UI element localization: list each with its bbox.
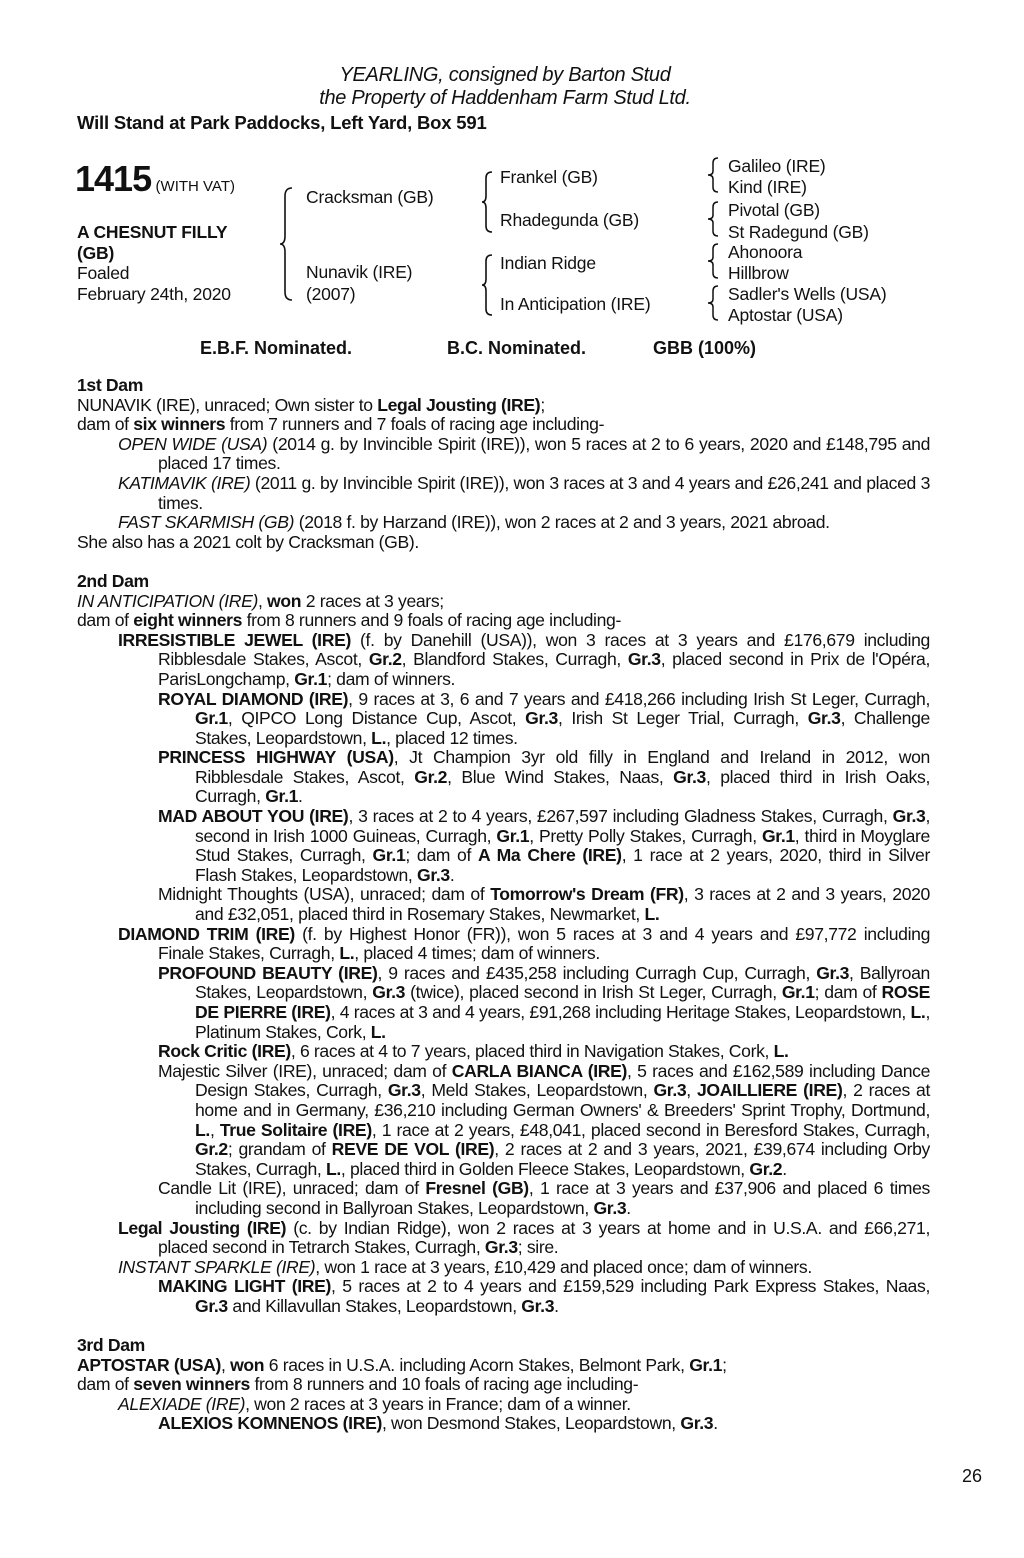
entry-text: , 3 races at 2 to 4 years, £267,597 including Gladness Stakes, Curragh, (348, 806, 893, 827)
entry-text: , 1 race at 2 years, £48,041, placed second in Beresford Stakes, Curragh, (371, 1119, 931, 1140)
pedigree-entry (118, 923, 930, 964)
entry-text: , Jt Champion 3yr old filly in England and Ireland in 2012, won Ribblesdale Stakes, Ascot, (195, 747, 930, 787)
highlighted-name: Gr.3 (807, 708, 841, 729)
produce-record (77, 376, 930, 1454)
entry-text: dam of (77, 610, 134, 631)
pedigree-entry (77, 611, 930, 631)
pedigree-dam-dam: In Anticipation (IRE) (500, 294, 651, 314)
foaled-label: Foaled (77, 263, 130, 283)
entry-text: ; (540, 394, 545, 415)
highlighted-name: six winners (133, 414, 226, 435)
entry-text: She also has a 2021 colt by Cracksman (GB). (77, 531, 419, 552)
entry-text: , Blue Wind Stakes, Naas, (447, 766, 674, 787)
highlighted-name: Gr.3 (521, 1295, 555, 1316)
entry-text: , placed 12 times. (386, 727, 518, 748)
highlighted-name: Gr.3 (195, 1295, 228, 1316)
entry-text: ; dam of (814, 982, 882, 1003)
highlighted-name: ROSE DE PIERRE (IRE) (195, 982, 931, 1022)
pedigree-sire-sire: Frankel (GB) (500, 167, 598, 187)
dam-section (77, 1336, 930, 1434)
section-heading: 2nd Dam (77, 570, 149, 591)
highlighted-name: Gr.3 (387, 1080, 421, 1101)
entry-text: (c. by Indian Ridge), won 2 races at 3 years at home and in U.S.A. and £66,271, placed second in Tetrarch Stakes, Curragh, (158, 1217, 930, 1258)
highlighted-name: ROYAL DIAMOND (IRE) (158, 688, 349, 709)
entry-text: , (209, 1119, 220, 1140)
horse-name: ALEXIADE (IRE) (118, 1393, 246, 1414)
pedigree-entry (158, 1178, 930, 1218)
pedigree-entry (158, 884, 930, 925)
entry-text: , Challenge Stakes, Leopardstown, (195, 708, 930, 748)
highlighted-name: Gr.1 (372, 845, 406, 866)
highlighted-name: Gr.3 (680, 1413, 714, 1434)
highlighted-name: Legal Jousting (IRE) (377, 394, 541, 415)
entry-text: Majestic Silver (IRE), unraced; dam of (158, 1060, 452, 1081)
entry-text: , (686, 1080, 697, 1101)
entry-text: , QIPCO Long Distance Cup, Ascot, (227, 708, 526, 729)
highlighted-name: MAKING LIGHT (IRE) (158, 1276, 332, 1297)
pedigree-entry (118, 512, 930, 533)
entry-text: , 5 races and £162,589 including Dance Design Stakes, Curragh, (195, 1060, 931, 1101)
pedigree-brace-frankel (708, 157, 720, 193)
entry-text: . (626, 1197, 631, 1218)
entry-text: Midnight Thoughts (USA), unraced; dam of (158, 884, 491, 905)
entry-text: from 7 runners and 7 foals of racing age including- (225, 414, 605, 435)
entry-text: (twice), placed second in Irish St Leger, Curragh, (405, 982, 782, 1003)
highlighted-name: Gr.3 (484, 1237, 518, 1258)
highlighted-name: Gr.3 (593, 1197, 627, 1218)
horse-name: OPEN WIDE (USA) (118, 433, 268, 454)
highlighted-name: won (230, 1354, 265, 1375)
pedigree-dam: Nunavik (IRE) (306, 262, 413, 282)
highlighted-name: seven winners (133, 1374, 250, 1395)
highlighted-name: L. (339, 943, 355, 964)
ebf-nomination: E.B.F. Nominated. (200, 338, 353, 358)
highlighted-name: Gr.1 (689, 1354, 723, 1375)
highlighted-name: Fresnel (GB) (425, 1178, 529, 1199)
entry-text: , placed second in Prix de l'Opéra, ParisLongchamp, (158, 649, 930, 689)
pedigree-brace-in-anticipation (708, 285, 720, 321)
entry-text: . (298, 786, 303, 807)
highlighted-name: Gr.1 (761, 825, 795, 846)
highlighted-name: IRRESISTIBLE JEWEL (IRE) (118, 629, 351, 650)
pedigree-gen3-2: Kind (IRE) (728, 177, 807, 197)
highlighted-name: Gr.1 (496, 825, 530, 846)
consignor-line: YEARLING, consigned by Barton Stud (339, 64, 671, 86)
entry-text: , Ballyroan Stakes, Leopardstown, (195, 962, 930, 1003)
pedigree-sire-dam: Rhadegunda (GB) (500, 210, 640, 230)
entry-text: , placed third in Golden Fleece Stakes, Leopardstown, (340, 1158, 750, 1179)
entry-text: Candle Lit (IRE), unraced; dam of (158, 1178, 426, 1199)
highlighted-name: won (267, 590, 302, 611)
highlighted-name: MAD ABOUT YOU (IRE) (158, 806, 349, 827)
pedigree-entry (77, 415, 930, 435)
highlighted-name: Tomorrow's Dream (FR) (490, 884, 684, 905)
entry-text: , Irish St Leger Trial, Curragh, (558, 708, 808, 729)
highlighted-name: Gr.3 (627, 649, 661, 670)
lot-number: 1415 (75, 158, 152, 199)
entry-text: , (257, 590, 268, 611)
highlighted-name: L. (910, 1002, 926, 1022)
highlighted-name: JOAILLIERE (IRE) (696, 1080, 843, 1101)
entry-text: from 8 runners and 9 foals of racing age including- (242, 610, 621, 631)
highlighted-name: APTOSTAR (USA) (77, 1354, 221, 1375)
entry-text: , placed third in Irish Oaks, Curragh, (195, 766, 930, 807)
entry-text: , third in Moyglare Stud Stakes, Curragh, (195, 825, 930, 866)
pedigree-brace-indian-ridge (708, 243, 720, 279)
entry-text: and Killavullan Stakes, Leopardstown, (227, 1295, 522, 1316)
entry-text: (f. by Danehill (USA)), won 3 races at 3 years and £176,679 including Ribblesdale Stakes, Ascot, (158, 629, 930, 670)
pedigree-dam-year: (2007) (306, 284, 356, 304)
pedigree-gen3-5: Ahonoora (728, 242, 803, 262)
highlighted-name: eight winners (133, 610, 243, 631)
entry-text: , 1 race at 2 years, 2020, third in Silver Flash Stakes, Leopardstown, (195, 845, 930, 885)
pedigree-brace-rhadegunda (708, 201, 720, 237)
pedigree-gen3-4: St Radegund (GB) (728, 222, 869, 242)
entry-text: 2 races at 3 years; (301, 590, 444, 611)
pedigree-entry (158, 688, 930, 749)
entry-text: . (449, 864, 455, 885)
pedigree-gen3-3: Pivotal (GB) (728, 200, 820, 220)
highlighted-name: Gr.3 (673, 766, 706, 787)
vat-label: (WITH VAT) (155, 178, 235, 195)
highlighted-name: Gr.3 (653, 1080, 687, 1101)
pedigree-entry (158, 1041, 930, 1062)
highlighted-name: Gr.2 (749, 1158, 783, 1179)
highlighted-name: Gr.3 (372, 982, 406, 1003)
entry-text: , 9 races at 3, 6 and 7 years and £418,266 including Irish St Leger, Curragh, (348, 688, 930, 709)
entry-text: 6 races in U.S.A. including Acorn Stakes, Belmont Park, (264, 1354, 690, 1375)
entry-text: , won Desmond Stakes, Leopardstown, (381, 1413, 681, 1434)
entry-text: , 2 races at home and in Germany, £36,210 including German Owners' & Breeders' Sprint Trophy, Dortmund, (195, 1080, 930, 1120)
section-heading: 3rd Dam (77, 1335, 145, 1356)
highlighted-name: Gr.2 (414, 766, 448, 787)
entry-text: (2011 g. by Invincible Spirit (IRE)), won 3 races at 3 and 4 years and £26,241 and placed 3 times. (158, 472, 930, 513)
dam-section (77, 376, 930, 552)
entry-text: . (713, 1413, 718, 1434)
entry-text: ; (722, 1354, 727, 1375)
horse-name: KATIMAVIK (IRE) (118, 472, 251, 493)
pedigree-entry (158, 1276, 930, 1316)
pedigree-entry (118, 1217, 930, 1258)
dam-section (77, 572, 930, 1317)
stand-location: Will Stand at Park Paddocks, Left Yard, Box 591 (77, 112, 487, 133)
highlighted-name: Gr.1 (294, 668, 328, 689)
entry-text: dam of (77, 1374, 134, 1395)
highlighted-name: REVE DE VOL (IRE) (331, 1139, 495, 1160)
pedigree-gen3-1: Galileo (IRE) (728, 156, 826, 176)
pedigree-brace-sire (482, 170, 494, 234)
pedigree-entry (158, 806, 930, 885)
pedigree-sire: Cracksman (GB) (306, 187, 434, 207)
entry-text: , won 1 race at 3 years, £10,429 and placed once; dam of winners. (315, 1256, 812, 1277)
pedigree-entry (77, 533, 930, 553)
horse-description: A CHESNUT FILLY (77, 222, 228, 242)
highlighted-name: Gr.3 (892, 806, 926, 827)
highlighted-name: Gr.3 (816, 962, 850, 983)
pedigree-entry (158, 747, 930, 807)
pedigree-entry (118, 472, 930, 513)
highlighted-name: L. (371, 727, 387, 748)
entry-text: , Blandford Stakes, Curragh, (401, 649, 628, 670)
horse-name: FAST SKARMISH (GB) (118, 512, 295, 533)
highlighted-name: L. (325, 1158, 341, 1179)
foaled-date: February 24th, 2020 (77, 284, 231, 304)
highlighted-name: PROFOUND BEAUTY (IRE) (158, 962, 378, 983)
pedigree-entry (118, 433, 930, 474)
highlighted-name: True Solitaire (IRE) (219, 1119, 372, 1140)
horse-name: INSTANT SPARKLE (IRE) (118, 1256, 316, 1277)
entry-text: , won 2 races at 3 years in France; dam of a winner. (245, 1393, 631, 1414)
pedigree-brace-dam (482, 253, 494, 317)
highlighted-name: Gr.2 (368, 649, 402, 670)
entry-text: , Pretty Polly Stakes, Curragh, (529, 825, 762, 846)
pedigree-entry (158, 1413, 930, 1434)
horse-origin: (GB) (77, 243, 115, 263)
pedigree-gen3-6: Hillbrow (728, 263, 789, 283)
pedigree-entry (77, 396, 930, 416)
pedigree-dam-sire: Indian Ridge (500, 253, 596, 273)
pedigree-gen3-8: Aptostar (USA) (728, 305, 843, 325)
entry-text: , 3 races at 2 and 3 years, 2020 and £32,051, placed third in Rosemary Stakes, Newmarket, (195, 884, 930, 925)
entry-text: , 5 races at 2 to 4 years and £159,529 including Park Express Stakes, Naas, (331, 1276, 930, 1297)
entry-text: from 8 runners and 10 foals of racing age including- (249, 1374, 639, 1395)
entry-text: , 4 races at 3 and 4 years, £91,268 including Heritage Stakes, Leopardstown, (330, 1002, 911, 1022)
pedigree-entry (77, 592, 930, 612)
highlighted-name: L. (644, 904, 660, 925)
highlighted-name: ALEXIOS KOMNENOS (IRE) (158, 1413, 382, 1434)
gbb-status: GBB (100%) (653, 338, 757, 358)
highlighted-name: PRINCESS HIGHWAY (USA) (158, 747, 394, 768)
highlighted-name: Gr.1 (265, 786, 299, 807)
entry-text: , Platinum Stakes, Cork, (195, 1002, 930, 1042)
highlighted-name: Gr.3 (416, 864, 450, 885)
pedigree-gen3-7: Sadler's Wells (USA) (728, 284, 887, 304)
pedigree-entry (77, 1375, 930, 1395)
entry-text: , 1 race at 3 years and £37,906 and placed 6 times including second in Ballyroan Stakes, Leopardstown, (195, 1178, 930, 1218)
bc-nomination: B.C. Nominated. (447, 338, 587, 358)
entry-text: , placed 4 times; dam of winners. (354, 943, 600, 964)
entry-text: , 6 races at 4 to 7 years, placed third in Navigation Stakes, Cork, (290, 1041, 774, 1062)
highlighted-name: DIAMOND TRIM (IRE) (118, 923, 295, 944)
entry-text: . (554, 1295, 559, 1316)
pedigree-entry (118, 1256, 930, 1278)
entry-text: ; grandam of (227, 1139, 332, 1160)
entry-text: , (221, 1354, 231, 1375)
pedigree-entry (77, 1356, 930, 1376)
highlighted-name: Rock Critic (IRE) (158, 1041, 291, 1062)
horse-name: IN ANTICIPATION (IRE) (77, 590, 258, 611)
pedigree-entry (158, 962, 931, 1042)
pedigree-entry (118, 1393, 930, 1415)
entry-text: (2014 g. by Invincible Spirit (IRE)), won 5 races at 2 to 6 years, 2020 and £148,795 and placed 17 times. (158, 433, 930, 474)
entry-text: . (782, 1158, 787, 1179)
highlighted-name: Legal Jousting (IRE) (118, 1217, 287, 1238)
entry-text: (f. by Highest Honor (FR)), won 5 races at 3 and 4 years and £97,772 including Finale Stakes, Curragh, (158, 923, 930, 964)
lot-number-row (75, 158, 235, 200)
entry-text: (2018 f. by Harzand (IRE)), won 2 races at 2 and 3 years, 2021 abroad. (294, 512, 830, 533)
pedigree-entry (158, 1060, 931, 1180)
pedigree-entry (118, 629, 930, 690)
entry-text: ; dam of winners. (327, 668, 456, 689)
section-heading: 1st Dam (77, 375, 144, 395)
highlighted-name: Gr.3 (525, 708, 558, 729)
highlighted-name: Gr.1 (195, 708, 228, 729)
highlighted-name: CARLA BIANCA (IRE) (451, 1060, 628, 1081)
entry-text: , Meld Stakes, Leopardstown, (420, 1080, 654, 1101)
property-line: the Property of Haddenham Farm Stud Ltd. (319, 87, 691, 109)
entry-text: , second in Irish 1000 Guineas, Curragh, (195, 806, 930, 846)
highlighted-name: Gr.1 (781, 982, 815, 1003)
entry-text: NUNAVIK (IRE), unraced; Own sister to (77, 394, 378, 415)
entry-text: ; sire. (517, 1237, 559, 1258)
entry-text: ; dam of (405, 845, 478, 866)
pedigree-brace-gen1 (280, 186, 294, 302)
entry-text: , 9 races and £435,258 including Curragh Cup, Curragh, (377, 962, 817, 983)
highlighted-name: A Ma Chere (IRE) (477, 845, 622, 866)
highlighted-name: L. (370, 1021, 386, 1042)
page-number: 26 (962, 1466, 983, 1486)
entry-text: , 2 races at 2 and 3 years, 2021, £39,674 including Orby Stakes, Curragh, (195, 1139, 930, 1179)
highlighted-name: L. (195, 1119, 210, 1140)
highlighted-name: L. (773, 1041, 789, 1062)
entry-text: dam of (77, 414, 134, 435)
highlighted-name: Gr.2 (195, 1139, 228, 1160)
